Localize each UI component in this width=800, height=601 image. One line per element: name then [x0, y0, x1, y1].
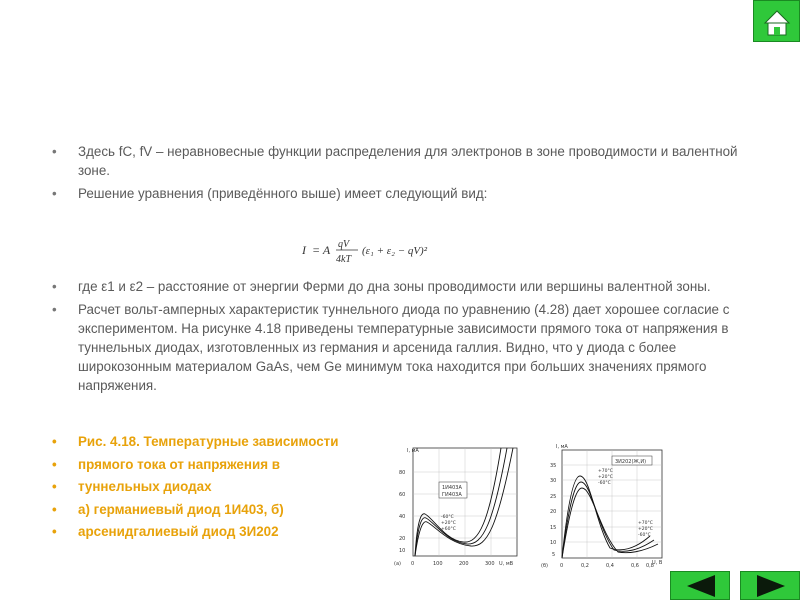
graph-a-ytick: 40 [399, 514, 406, 520]
graph-a-ytick: 80 [399, 470, 406, 476]
graph-b-ytick: 30 [550, 478, 557, 484]
graph-b-xtick: 0,6 [631, 563, 639, 569]
caption-line: • прямого тока от напряжения в [52, 454, 392, 477]
graph-b-ylabel: I, мА [556, 444, 568, 450]
equation [300, 234, 450, 272]
graph-b-ytick: 20 [550, 509, 557, 515]
previous-slide-button[interactable] [670, 571, 730, 600]
next-slide-button[interactable] [740, 571, 800, 600]
graph-a-xtick: 300 [485, 561, 495, 567]
graph-b-temp: +20°С [638, 527, 653, 532]
graph-b-ytick: 35 [550, 463, 557, 469]
graph-a-legend: 1И403А [442, 485, 462, 491]
bullet-text: • Решение уравнения (приведённого выше) имеет следующий вид: [52, 184, 762, 203]
graph-a-xlabel: U, мВ [499, 561, 514, 567]
graph-b-ytick: 25 [550, 494, 557, 500]
graph-a-temp: -60°С [441, 515, 454, 520]
graph-b-ytick: 15 [550, 525, 557, 531]
graph-a-xtick: 100 [433, 561, 443, 567]
home-icon [754, 1, 800, 43]
graph-a-temp: +20°С [441, 521, 456, 526]
formula-numerator: qV [338, 239, 350, 250]
caption-line: • Рис. 4.18. Температурные зависимости [52, 431, 392, 454]
home-button[interactable] [753, 0, 800, 42]
graph-b-legend: 3И202(Ж,И) [615, 459, 647, 465]
graph-b-xlabel: U, В [652, 560, 663, 566]
graph-b-xtick: 0,4 [606, 563, 614, 569]
graph-b-temp: +20°С [598, 475, 613, 480]
bullet-text: • где ε1 и ε2 – расстояние от энергии Ферми до дна зоны проводимости или вершины валентной зоны. [52, 277, 762, 296]
formula-paren: (ε₁ + ε₂ − qV)² [362, 245, 428, 257]
graph-b-temp: +70°С [598, 469, 613, 474]
graph-b-xtick: 0,2 [581, 563, 589, 569]
graph-b-ytick: 5 [552, 552, 556, 558]
graph-germanium-diode [393, 442, 521, 570]
arrow-right-icon [741, 572, 800, 601]
graph-a-ylabel: I, мА [407, 448, 419, 454]
graph-a-ytick: 10 [399, 548, 406, 554]
graph-a-legend: ГИ403А [442, 492, 462, 498]
formula-denominator: 4kT [336, 254, 351, 265]
graph-b-panel: (б) [541, 563, 548, 569]
caption-line: • а) германиевый диод 1И403, б) [52, 499, 392, 522]
graph-a-xtick: 0 [411, 561, 415, 567]
graph-b-ytick: 10 [550, 540, 557, 546]
figure-caption-list [52, 431, 392, 544]
graph-a-temp: +60°С [441, 527, 456, 532]
graph-a-xtick: 200 [459, 561, 469, 567]
caption-line: • туннельных диодах [52, 476, 392, 499]
graph-b-temp: -60°С [598, 481, 611, 486]
graph-a-ytick: 20 [399, 536, 406, 542]
graph-b-xtick: 0,8 [646, 563, 654, 569]
graph-b-temp: +70°С [638, 521, 653, 526]
graph-a-panel: (а) [394, 561, 401, 567]
caption-line: • арсенидгалиевый диод 3И202 [52, 521, 392, 544]
bullet-text: • Расчет вольт-амперных характеристик туннельного диода по уравнению (4.28) дает хорошее согласие с экспериментом. На рисунке 4.18 приведены температурные зависимости прямого тока от напряжения в туннельных диодах, изготовленных из германия и арсенида галлия. Видно, что у диода с более широкозонным материалом GaAs, чем Ge минимум тока находится при больших значениях прямого напряжения. [52, 300, 762, 395]
formula-lhs: I [302, 243, 306, 257]
graph-gallium-arsenide-diode [540, 440, 667, 571]
formula-eq: = A [312, 243, 331, 257]
bullet-text: • Здесь fC, fV – неравновесные функции распределения для электронов в зоне проводимости и валентной зоне. [52, 142, 762, 180]
arrow-left-icon [671, 572, 731, 601]
graph-a-ytick: 60 [399, 492, 406, 498]
graph-b-temp: -60°С [638, 533, 651, 538]
graph-b-xtick: 0 [560, 563, 564, 569]
